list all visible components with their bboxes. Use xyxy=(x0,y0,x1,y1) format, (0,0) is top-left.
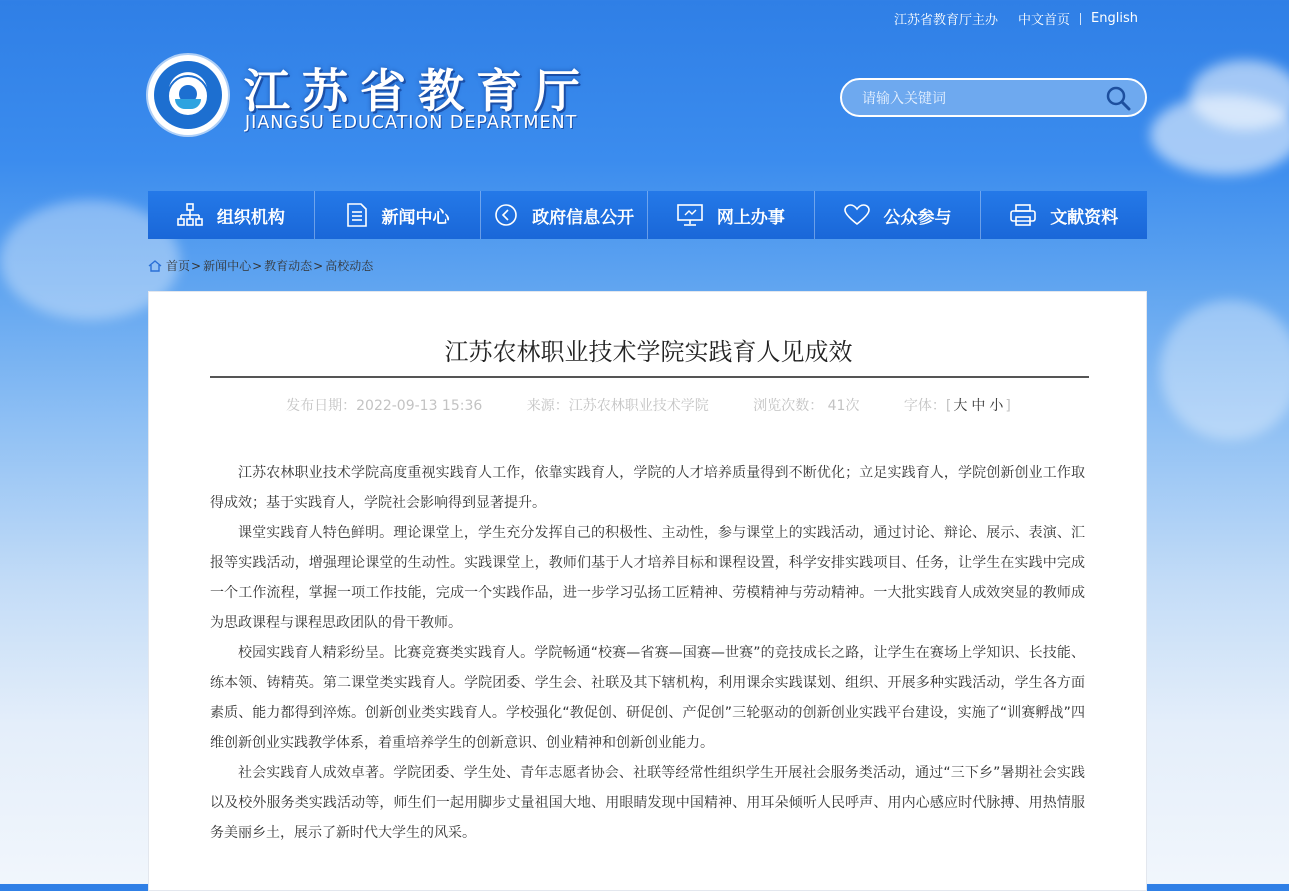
breadcrumb-news-center[interactable]: 新闻中心 xyxy=(203,259,252,273)
nav-item-online-service[interactable] xyxy=(648,191,815,239)
nav-item-documents[interactable] xyxy=(981,191,1147,239)
nav-item-org[interactable] xyxy=(148,191,315,239)
nav-item-news[interactable] xyxy=(315,191,482,239)
site-title: 江苏省教育厅 xyxy=(244,64,592,118)
heart-icon xyxy=(844,204,870,226)
printer-icon xyxy=(1010,204,1036,226)
home-icon xyxy=(148,260,162,272)
top-links-bar xyxy=(894,9,1138,28)
title-divider xyxy=(210,376,1089,378)
publish-date: 发布日期：2022-09-13 15:36 xyxy=(286,398,483,414)
sponsor-text: 江苏省教育厅主办 xyxy=(894,13,999,28)
search-icon[interactable] xyxy=(1105,85,1131,111)
nav-label: 公众参与 xyxy=(883,207,952,228)
cloud-decoration xyxy=(1160,300,1289,440)
divider xyxy=(1080,13,1081,25)
department-logo[interactable] xyxy=(148,55,228,135)
search-input[interactable] xyxy=(860,80,1094,117)
breadcrumb-university-news[interactable]: 高校动态 xyxy=(325,259,374,273)
breadcrumb-home[interactable]: 首页 xyxy=(166,259,191,273)
monitor-icon xyxy=(677,204,703,226)
english-link[interactable]: English xyxy=(1091,11,1138,26)
font-large-button[interactable]: 大 xyxy=(953,398,968,414)
font-size-control: 字体：[ 大 中 小 ] xyxy=(903,398,1011,414)
play-circle-icon xyxy=(494,203,518,227)
site-subtitle: JIANGSU EDUCATION DEPARTMENT xyxy=(245,113,578,133)
nav-item-public-participation[interactable] xyxy=(815,191,982,239)
article-source: 来源：江苏农林职业技术学院 xyxy=(526,398,709,414)
breadcrumb: 首页 > 新闻中心 > 教育动态 > 高校动态 xyxy=(148,257,373,274)
article-paragraph: 江苏农林职业技术学院高度重视实践育人工作，依靠实践育人，学院的人才培养质量得到不断优化；立足实践育人，学院创新创业工作取得成效；基于实践育人，学院社会影响得到显著提升。 xyxy=(210,465,1085,511)
font-medium-button[interactable]: 中 xyxy=(971,398,986,414)
chinese-home-link[interactable]: 中文首页 xyxy=(1018,13,1071,28)
article-body xyxy=(210,458,1085,848)
article-paragraph: 社会实践育人成效卓著。学院团委、学生处、青年志愿者协会、社联等经常性组织学生开展社会服务类活动，通过“三下乡”暑期社会实践以及校外服务类实践活动等，师生们一起用脚步丈量祖国大地、用眼睛发现中国精神、用耳朵倾听人民呼声、用内心感应时代脉搏、用热情服务美丽乡土，展示了新时代大学生的风采。 xyxy=(210,765,1085,841)
nav-item-gov-info[interactable] xyxy=(481,191,648,239)
breadcrumb-education-news[interactable]: 教育动态 xyxy=(264,259,313,273)
article-title: 江苏农林职业技术学院实践育人见成效 xyxy=(444,338,853,366)
nav-label: 新闻中心 xyxy=(381,207,450,228)
document-icon xyxy=(346,203,368,227)
view-count: 浏览次数： 41次 xyxy=(753,398,860,414)
main-nav xyxy=(148,191,1147,239)
nav-label: 组织机构 xyxy=(216,207,285,228)
article-paragraph: 课堂实践育人特色鲜明。理论课堂上，学生充分发挥自己的积极性、主动性，参与课堂上的实践活动，通过讨论、辩论、展示、表演、汇报等实践活动，增强理论课堂的生动性。实践课堂上，教师们基于人才培养目标和课程设置，科学安排实践项目、任务，让学生在实践中完成一个工作流程，掌握一项工作技能，完成一个实践作品，进一步学习弘扬工匠精神、劳模精神与劳动精神。一大批实践育人成效突显的教师成为思政课程与课程思政团队的骨干教师。 xyxy=(210,525,1085,631)
cloud-decoration xyxy=(1190,60,1289,130)
nav-label: 政府信息公开 xyxy=(532,207,635,228)
article-paragraph: 校园实践育人精彩纷呈。比赛竞赛类实践育人。学院畅通“校赛—省赛—国赛—世赛”的竞技成长之路，让学生在赛场上学知识、长技能、练本领、铸精英。第二课堂类实践育人。学院团委、学生会、社联及其下辖机构，利用课余实践谋划、组织、开展多种实践活动，学生各方面素质、能力都得到淬炼。创新创业类实践育人。学校强化“教促创、研促创、产促创”三轮驱动的创新创业实践平台建设，实施了“训赛孵战”四维创新创业实践教学体系，着重培养学生的创新意识、创业精神和创新创业能力。 xyxy=(210,645,1085,751)
font-small-button[interactable]: 小 xyxy=(989,398,1004,414)
org-chart-icon xyxy=(177,203,203,227)
nav-label: 网上办事 xyxy=(716,207,785,228)
search-box xyxy=(840,78,1147,117)
article-panel xyxy=(148,291,1147,891)
nav-label: 文献资料 xyxy=(1050,207,1119,228)
article-meta xyxy=(149,395,1148,415)
